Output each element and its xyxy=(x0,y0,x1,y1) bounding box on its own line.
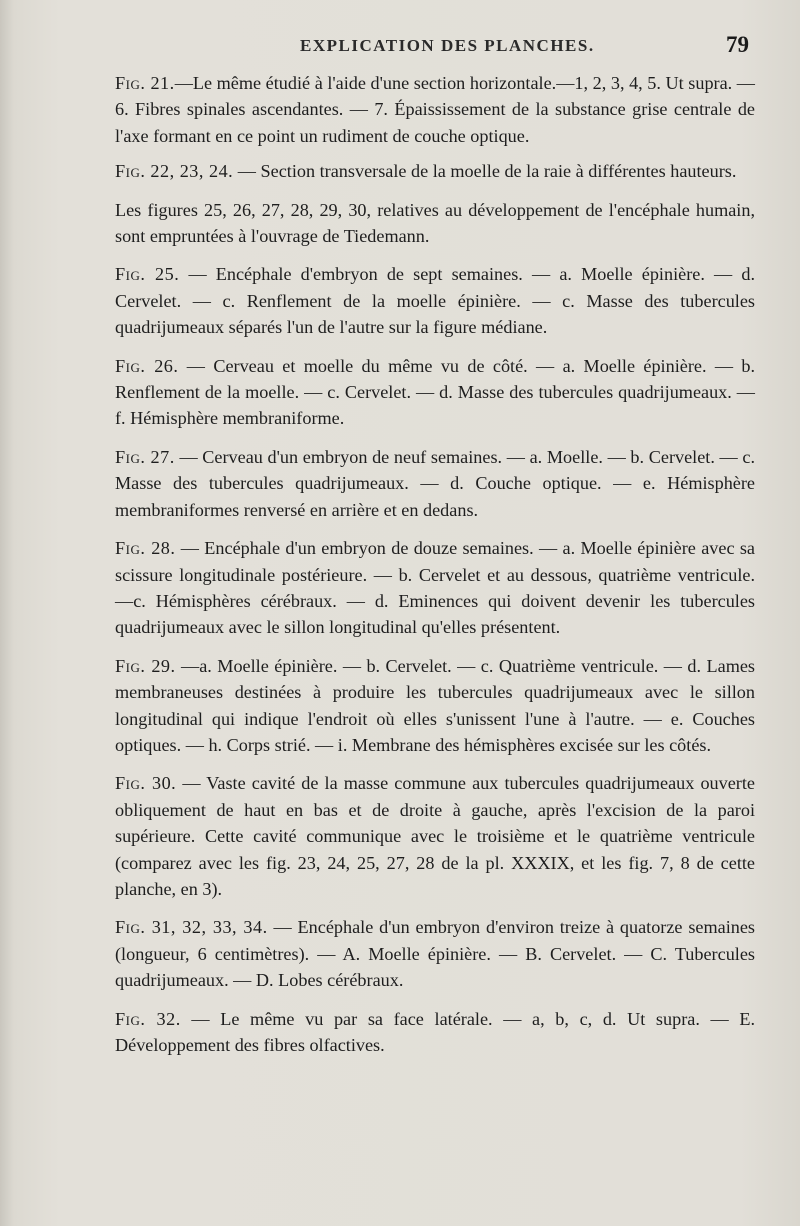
running-title: EXPLICATION DES PLANCHES. xyxy=(300,36,595,55)
fig-label: Fig. 26. xyxy=(115,355,179,376)
entry-fig-22-24 xyxy=(115,158,755,184)
fig-label: Fig. 32. xyxy=(115,1008,181,1029)
fig-label: Fig. 30. xyxy=(115,773,177,794)
entry-fig-30 xyxy=(115,770,755,902)
page-number: 79 xyxy=(726,32,749,57)
entry-text: —Le même étudié à l'aide d'une section horizontale.—1, 2, 3, 4, 5. Ut supra. — 6. Fibres spinales ascendantes. — 7. Épaississement de la substance grise centrale de l'axe formant en ce point un rudiment de couche optique. xyxy=(115,73,755,146)
fig-label: Fig. 31, 32, 33, 34. xyxy=(115,917,268,938)
entry-text: Les figures 25, 26, 27, 28, 29, 30, relatives au développement de l'encéphale humain, sont empruntées à l'ouvrage de Tiedemann. xyxy=(115,199,755,247)
fig-label: Fig. 27. xyxy=(115,446,175,467)
body-text xyxy=(115,70,755,1070)
entry-text: — Encéphale d'embryon de sept semaines. — a. Moelle épinière. — d. Cervelet. — c. Renflement de la moelle épinière. — c. Masse des tubercules quadrijumeaux séparés l'un de l'autre sur la figure médiane. xyxy=(115,264,756,338)
entry-fig-28 xyxy=(115,535,755,641)
page-header xyxy=(0,34,800,64)
entry-note-tiedemann xyxy=(115,197,755,250)
entry-fig-29 xyxy=(115,653,755,759)
fig-label: Fig. 22, 23, 24. xyxy=(115,161,234,182)
fig-label: Fig. 29. xyxy=(115,655,176,676)
fig-label: Fig. 21. xyxy=(115,73,175,93)
entry-text: — Le même vu par sa face latérale. — a, b, c, d. Ut supra. — E. Développement des fibres olfactives. xyxy=(115,1008,755,1055)
entry-text: —a. Moelle épinière. — b. Cervelet. — c. Quatrième ventricule. — d. Lames membraneuses destinées à produire les tubercules quadrijumeaux avec le sillon longitudinal qui indique l'endroit où elles s'unissent l'une à l'autre. — e. Couches optiques. — h. Corps strié. — i. Membrane des hémisphères excisée sur les côtés. xyxy=(115,655,755,755)
entry-text: — Encéphale d'un embryon d'environ treize à quatorze semaines (longueur, 6 centimètres). — A. Moelle épinière. — B. Cervelet. — C. Tubercules quadrijumeaux. — D. Lobes cérébraux. xyxy=(115,917,755,991)
entry-fig-32 xyxy=(115,1006,755,1059)
entry-text: — Cerveau et moelle du même vu de côté. — a. Moelle épinière. — b. Renflement de la moelle. — c. Cervelet. — d. Masse des tubercules quadrijumeaux. — f. Hémisphère membraniforme. xyxy=(115,355,755,429)
fig-label: Fig. 28. xyxy=(115,538,176,559)
fig-label: Fig. 25. xyxy=(115,264,180,285)
entry-fig-25 xyxy=(115,261,755,340)
entry-fig-21 xyxy=(115,70,755,149)
entry-fig-31-34 xyxy=(115,914,755,993)
entry-text: — Encéphale d'un embryon de douze semaines. — a. Moelle épinière avec sa scissure longitudinale postérieure. — b. Cervelet et au dessous, quatrième ventricule. —c. Hémisphères cérébraux. — d. Eminences qui doivent devenir les tubercules quadrijumeaux avec le sillon longitudinal qu'elles présentent. xyxy=(115,538,755,638)
entry-text: — Vaste cavité de la masse commune aux tubercules quadrijumeaux ouverte obliquement de haut en bas et de droite à gauche, après l'excision de la paroi supérieure. Cette cavité communique avec le troisième et le quatrième ventricule (comparez avec les fig. 23, 24, 25, 27, 28 de la pl. XXXIX, et les fig. 7, 8 de cette planche, en 3). xyxy=(115,773,755,899)
entry-fig-26 xyxy=(115,353,755,432)
entry-text: — Cerveau d'un embryon de neuf semaines. — a. Moelle. — b. Cervelet. — c. Masse des tubercules quadrijumeaux. — d. Couche optique. — e. Hémisphère membraniformes renversé en arrière et en dedans. xyxy=(115,446,756,520)
entry-text: — Section transversale de la moelle de la raie à différentes hauteurs. xyxy=(237,161,737,182)
entry-fig-27 xyxy=(115,444,755,523)
